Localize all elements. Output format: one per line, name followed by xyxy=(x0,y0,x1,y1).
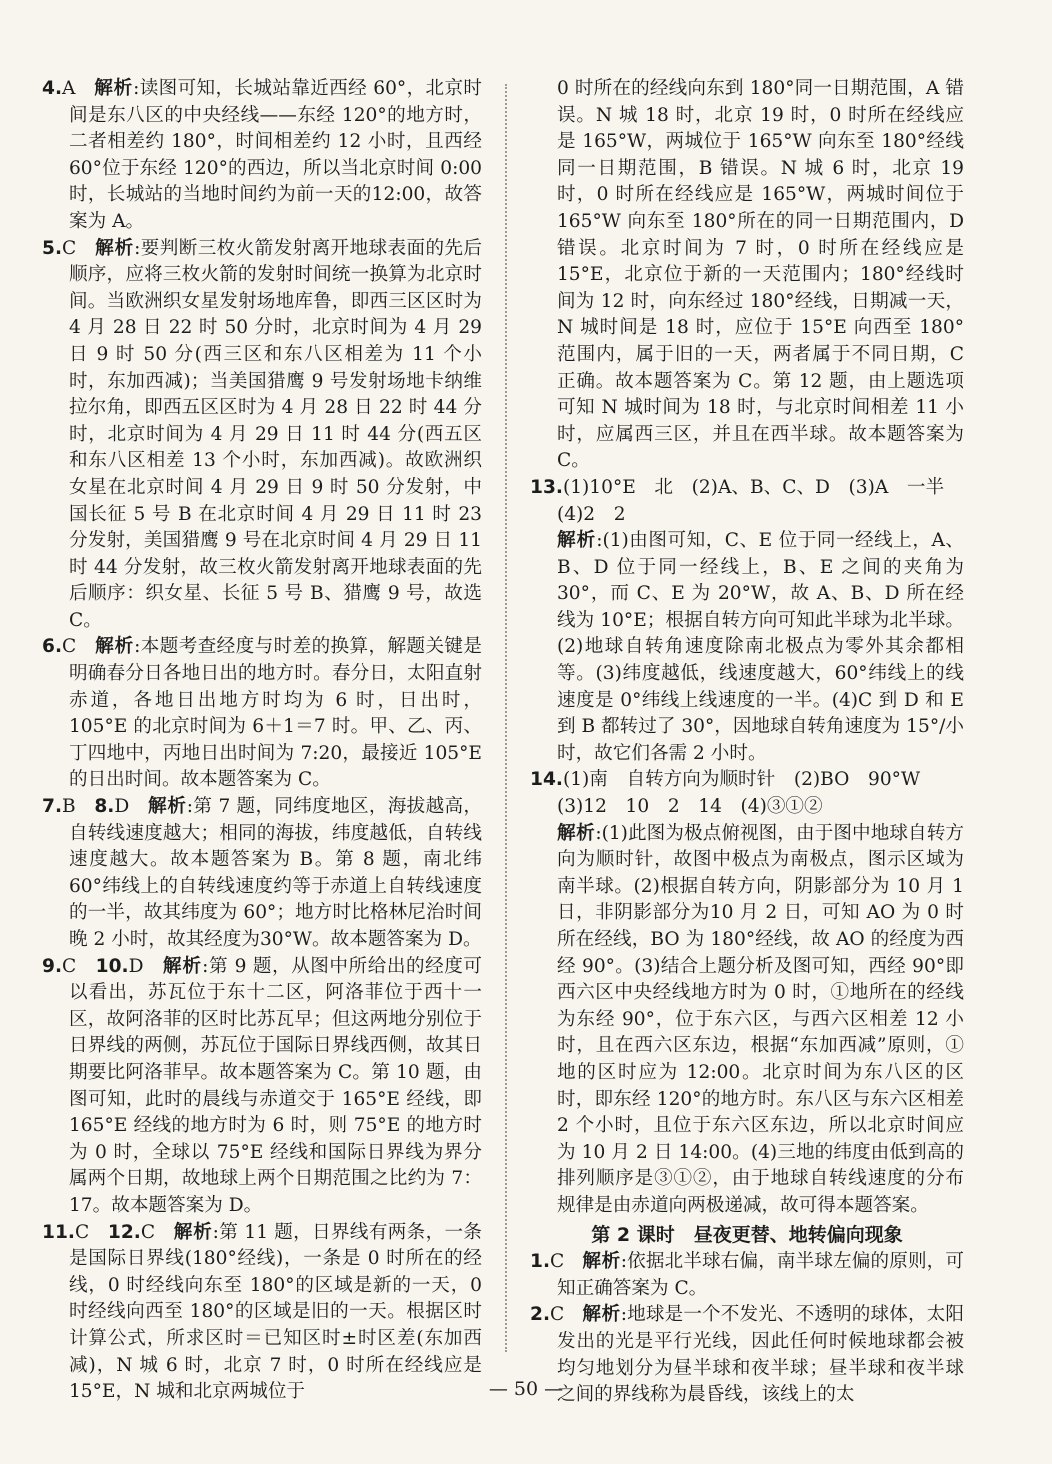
column-divider xyxy=(505,84,507,1352)
answer-choice: C xyxy=(550,1304,565,1326)
question-number: 14. xyxy=(530,769,563,791)
analysis xyxy=(530,528,964,767)
analysis-text: :地球是一个不发光、不透明的球体，太阳发出的光是平行光线，因此任何时候地球都会被均匀地划分为昼半球和夜半球；昼半球和夜半球之间的界线称为晨昏线，该线上的太 xyxy=(556,1304,964,1406)
right-column xyxy=(530,76,964,1409)
analysis-label: 解析 xyxy=(556,530,597,552)
question-number: 9. xyxy=(42,955,63,977)
answer-6 xyxy=(42,634,482,794)
analysis-label: 解析 xyxy=(162,955,203,977)
analysis-label: 解析 xyxy=(95,636,135,658)
analysis-text: :第 7 题，同纬度地区，海拔越高，自转线速度越大；相同的海拔，纬度越低，自转线速度越大。故本题答案为 B。第 8 题，南北纬 60°纬线上的自转线速度约等于赤道上自转线速度的一半，故其纬度为 60°；地方时比格林尼治时间晚 2 小时，故其经度为30°W。故本题答案为 D。 xyxy=(68,796,482,950)
question-number: 11. xyxy=(42,1221,75,1243)
answer-line: (1)10°E 北 (2)A、B、C、D (3)A 一半 xyxy=(562,476,945,498)
answer-choice: C xyxy=(140,1221,156,1243)
analysis-label: 解析 xyxy=(94,78,134,99)
answer-choice: C xyxy=(550,1251,565,1273)
answer-choice: B xyxy=(62,796,76,818)
answer-13 xyxy=(530,475,964,502)
analysis-text: :第 11 题，日界线有两条，一条是国际日界线(180°经线)，一条是 0 时所在的经线，0 时经线向东至 180°的区域是新的一天，0 时经线向西至 180°的区域是旧的一天。根据区时计算公式，所求区时＝已知区时±时区差(东加西减)，N 城 6 时，北京 7 时，0 时所在经线应是 15°E，N 城和北京两城位于 xyxy=(68,1221,482,1403)
analysis-text: :要判断三枚火箭发射离开地球表面的先后顺序，应将三枚火箭的发射时间统一换算为北京时间。当欧洲织女星发射场地库鲁，即西三区区时为 4 月 28 日 22 时 50 分时，北京时间为 4 月 29 日 9 时 50 分(西三区和东八区相差为 11 个小时，东加西减)；当美国猎鹰 9 号发射场地卡纳维拉尔角，即西五区区时为 4 月 28 日 22 时 44 分时，北京时间为 4 月 29 日 11 时 44 分(西五区和东八区相差 13 个小时，东加西减)。故欧洲织女星在北京时间 4 月 29 日 9 时 50 分发射，中国长征 5 号 B 在北京时间 4 月 29 日 11 时 23 分发射，美国猎鹰 9 号在北京时间 4 月 29 日 11 时 44 分发射，故三枚火箭发射离开地球表面的先后顺序：织女星、长征 5 号 B、猎鹰 9 号，故选 C。 xyxy=(68,237,482,631)
answer-choice: C xyxy=(62,636,77,658)
answer-choice: D xyxy=(128,955,144,977)
analysis-text: :(1)此图为极点俯视图，由于图中地球自转方向为顺时针，故图中极点为南极点，图示区域为南半球。(2)根据自转方向，阴影部分为 10 月 1 日，非阴影部分为10 月 2 日，可知 AO 为 0 时所在经线，BO 为 180°经线，故 AO 的经度为西经 90°。(3)结合上题分析及图可知，西经 90°即西六区中央经线地方时为 0 时，①地所在的经线为东经 90°，位于东六区，与西六区相差 12 小时，且在西六区东边，根据“东加西减”原则，①地的区时应为 12:00。北京时间为东八区的区时，即东经 120°的地方时。东八区与东六区相差 2 个小时，且位于东六区东边，所以北京时间应为 10 月 2 日 14:00。(4)三地的纬度由低到高的排列顺序是③①②，由于地球自转线速度的分布规律是由赤道向两极递减，故可得本题答案。 xyxy=(556,822,964,1216)
answer-7-8 xyxy=(42,794,482,954)
answer-5 xyxy=(42,236,482,635)
answer-9-10 xyxy=(42,954,482,1220)
answer-11-12-continuation: 0 时所在的经线向东到 180°同一日期范围，A 错误。N 城 18 时，北京 19 时，0 时所在经线应是 165°W，两城位于 165°W 向东至 180°经线同一日期范围，B 错误。N 城 6 时，北京 19 时，0 时所在经线应是 165°W，两城时间位于 165°W 向东至 180°所在的同一日期范围内，D 错误。北京时间为 7 时，0 时所在经线应是 15°E，北京位于新的一天范围内；180°经线时间为 12 时，向东经过 180°经线，日期减一天，N 城时间是 18 时，应位于 15°E 向西至 180°范围内，属于旧的一天，两者属于不同日期，C 正确。故本题答案为 C。第 12 题，由上题选项可知 N 城时间为 18 时，与北京时间相差 11 小时，应属西三区，并且在西半球。故本题答案为 C。 xyxy=(556,78,964,472)
analysis-text: :第 9 题，从图中所给出的经度可以看出，苏瓦位于东十二区，阿洛菲位于西十一区，故阿洛菲的区时比苏瓦早；但这两地分别位于日界线的两侧，苏瓦位于国际日界线西侧，故其日期要比阿洛菲早。故本题答案为 C。第 10 题，由图可知，此时的晨线与赤道交于 165°E 经线，即 165°E 经线的地方时为 6 时，则 75°E 的地方时为 0 时，全球以 75°E 经线和国际日界线为界分属两个日期，故地球上两个日期范围之比约为 7：17。故本题答案为 D。 xyxy=(68,955,482,1216)
answer-s1 xyxy=(530,1249,964,1302)
analysis-text: :(1)由图可知，C、E 位于同一经线上，A、B、D 位于同一经线上，B、E 之间的夹角为 30°，而 C、E 为 20°W，故 A、B、D 所在经线为 10°E；根据自转方向可知此半球为北半球。(2)地球自转角速度除南北极点为零外其余都相等。(3)纬度越低，线速度越大，60°纬线上的线速度是 0°纬线上线速度的一半。(4)C 到 D 和 E 到 B 都转过了 30°，因地球自转角速度为 15°/小时，故它们各需 2 小时。 xyxy=(556,530,964,764)
question-number: 8. xyxy=(94,796,115,818)
answer-line: (1)南 自转方向为顺时针 (2)BO 90°W xyxy=(562,769,921,791)
answer-line: (3)12 10 2 14 (4)③①② xyxy=(556,796,823,818)
analysis-text: :本题考查经度与时差的换算，解题关键是明确春分日各地日出的地方时。春分日，太阳直射赤道，各地日出地方时均为 6 时，日出时，105°E 的北京时间为 6＋1＝7 时。甲、乙、丙、丁四地中，丙地日出时间为 7:20，最接近 105°E 的日出时间。故本题答案为 C。 xyxy=(68,636,482,791)
question-number: 6. xyxy=(42,636,63,658)
analysis-label: 解析 xyxy=(582,1251,621,1273)
answer-choice: C xyxy=(62,237,77,259)
section-title: 第 2 课时 昼夜更替、地转偏向现象 xyxy=(591,1223,903,1246)
analysis-text: :依据北半球右偏，南半球左偏的原则，可知正确答案为 C。 xyxy=(556,1251,964,1299)
answer-choice: C xyxy=(62,955,77,977)
question-number: 12. xyxy=(107,1221,141,1243)
page-number: — 50 — xyxy=(488,1378,564,1400)
question-number: 1. xyxy=(530,1251,551,1273)
question-number: 4. xyxy=(42,78,63,99)
analysis-label: 解析 xyxy=(147,796,187,818)
question-number: 5. xyxy=(42,237,63,259)
analysis-label: 解析 xyxy=(173,1221,213,1243)
answer-line: (4)2 2 xyxy=(556,503,626,525)
question-number: 10. xyxy=(95,955,129,977)
answer-14 xyxy=(530,767,964,794)
analysis-label: 解析 xyxy=(95,237,135,259)
analysis-label: 解析 xyxy=(582,1304,621,1326)
answer-4 xyxy=(42,76,482,236)
question-number: 13. xyxy=(530,476,563,498)
answer-choice: D xyxy=(114,796,130,818)
answer-choice: C xyxy=(74,1221,90,1243)
analysis xyxy=(530,821,964,1220)
analysis-label: 解析 xyxy=(556,822,596,844)
question-number: 7. xyxy=(42,796,63,818)
left-column xyxy=(42,76,482,1406)
analysis-text: :读图可知，长城站靠近西经 60°，北京时间是东八区的中央经线——东经 120°的地方时，二者相差约 180°，时间相差约 12 小时，且西经 60°位于东经 120°的西边，所以当北京时间 0:00 时，长城站的当地时间约为前一天的12:00，故答案为 A。 xyxy=(68,78,482,232)
answer-choice: A xyxy=(62,78,76,99)
question-number: 2. xyxy=(530,1304,551,1326)
